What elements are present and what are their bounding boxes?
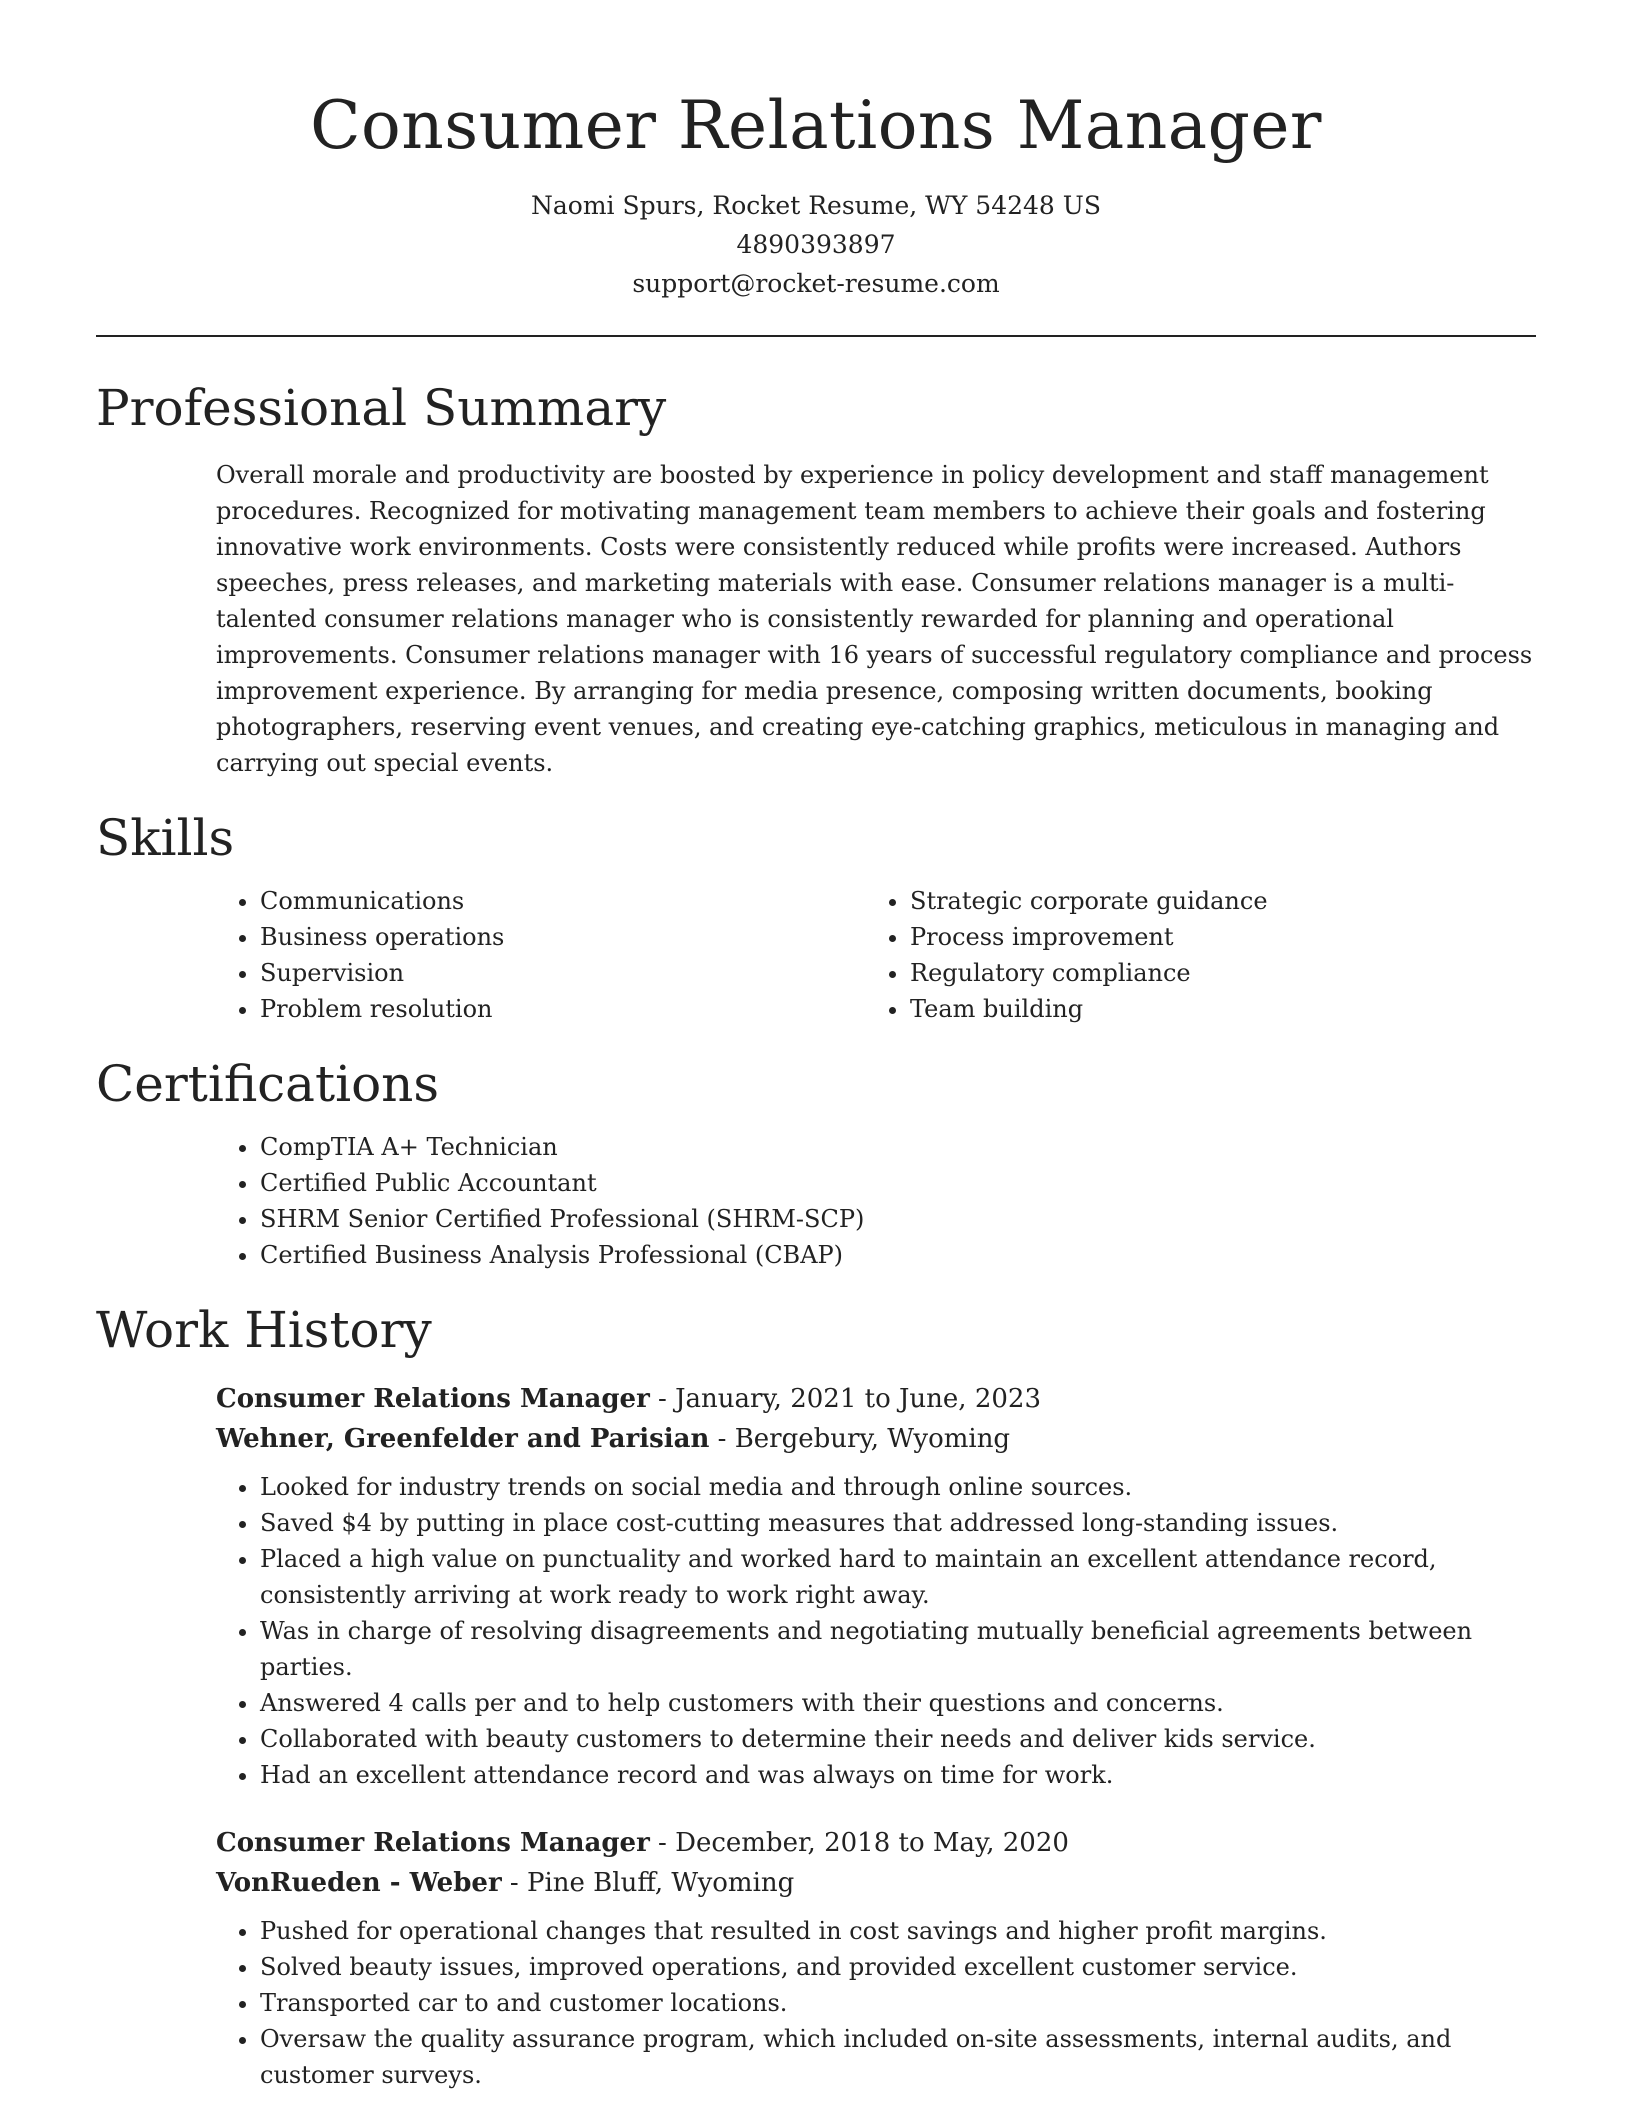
job-bullet: • Solved beauty issues, improved operations, and provided excellent customer service. — [260, 1949, 1536, 1985]
job-company-line — [216, 1863, 1536, 1903]
job-bullets — [216, 1913, 1536, 2093]
job-bullet: • Transported car to and customer locations. — [260, 1985, 1536, 2021]
skill-item: • Strategic corporate guidance — [910, 883, 1516, 919]
job-bullet: • Looked for industry trends on social media and through online sources. — [260, 1469, 1536, 1505]
contact-email: support@rocket-resume.com — [632, 269, 1000, 298]
job-title-line — [216, 1823, 1536, 1863]
skill-item: • Communications — [260, 883, 866, 919]
job-company: Wehner, Greenfelder and Parisian — [216, 1424, 710, 1454]
skills-grid — [96, 883, 1536, 1027]
contact-phone: 4890393897 — [736, 230, 896, 259]
job-location: - Pine Bluff, Wyoming — [501, 1868, 795, 1898]
job-bullet: • Collaborated with beauty customers to determine their needs and deliver kids service. — [260, 1721, 1536, 1757]
job-bullet: • Oversaw the quality assurance program, which included on-site assessments, internal audits, and customer surveys. — [260, 2021, 1536, 2093]
job-title-line — [216, 1379, 1536, 1419]
job-bullets — [216, 1469, 1536, 1793]
page-title: Consumer Relations Manager — [310, 87, 1322, 164]
contact-block — [96, 186, 1536, 303]
contact-address: Naomi Spurs, Rocket Resume, WY 54248 US — [531, 191, 1101, 220]
certification-item: • Certified Business Analysis Professional (CBAP) — [260, 1237, 1536, 1273]
job-role: Consumer Relations Manager — [216, 1384, 650, 1414]
summary-text: Overall morale and productivity are boosted by experience in policy development and staff management procedures. Recognized for motivating management team members to achieve their goals and fostering innovative work environments. Costs were consistently reduced while profits were increased. Authors speeches, press releases, and marketing materials with ease. Consumer relations manager is a multi-talented consumer relations manager who is consistently rewarded for planning and operational improvements. Consumer relations manager with 16 years of successful regulatory compliance and process improvement experience. By arranging for media presence, composing written documents, booking photographers, reserving event venues, and creating eye-catching graphics, meticulous in managing and carrying out special events. — [216, 461, 1533, 777]
job-dates: - January, 2021 to June, 2023 — [649, 1384, 1041, 1414]
work-history-heading: Work History — [96, 1301, 432, 1359]
skill-item: • Regulatory compliance — [910, 955, 1516, 991]
skill-item: • Problem resolution — [260, 991, 866, 1027]
job-entry — [216, 1379, 1536, 1793]
job-entry — [216, 1823, 1536, 2093]
skills-heading: Skills — [96, 809, 235, 867]
skills-list-right — [866, 883, 1516, 1027]
job-bullet: • Had an excellent attendance record and was always on time for work. — [260, 1757, 1536, 1793]
job-bullet: • Saved $4 by putting in place cost-cutting measures that addressed long-standing issues. — [260, 1505, 1536, 1541]
skill-item: • Team building — [910, 991, 1516, 1027]
job-role: Consumer Relations Manager — [216, 1828, 650, 1858]
job-bullet: • Pushed for operational changes that resulted in cost savings and higher profit margins. — [260, 1913, 1536, 1949]
certification-item: • CompTIA A+ Technician — [260, 1129, 1536, 1165]
skill-item: • Process improvement — [910, 919, 1516, 955]
skills-list-left — [216, 883, 866, 1027]
job-dates: - December, 2018 to May, 2020 — [649, 1828, 1069, 1858]
certification-item: • SHRM Senior Certified Professional (SHRM-SCP) — [260, 1201, 1536, 1237]
job-bullet: • Was in charge of resolving disagreements and negotiating mutually beneficial agreements between parties. — [260, 1613, 1536, 1685]
job-bullet: • Placed a high value on punctuality and worked hard to maintain an excellent attendance record, consistently arriving at work ready to work right away. — [260, 1541, 1536, 1613]
resume-page — [96, 0, 1536, 2093]
skill-item: • Supervision — [260, 955, 866, 991]
certifications-heading: Certifications — [96, 1055, 440, 1113]
certification-item: • Certified Public Accountant — [260, 1165, 1536, 1201]
summary-heading: Professional Summary — [96, 379, 667, 437]
job-bullet: • Answered 4 calls per and to help customers with their questions and concerns. — [260, 1685, 1536, 1721]
job-company: VonRueden - Weber — [216, 1868, 502, 1898]
job-location: - Bergebury, Wyoming — [709, 1424, 1011, 1454]
job-company-line — [216, 1419, 1536, 1459]
skill-item: • Business operations — [260, 919, 866, 955]
header-divider — [96, 335, 1536, 337]
certifications-list — [216, 1129, 1536, 1273]
